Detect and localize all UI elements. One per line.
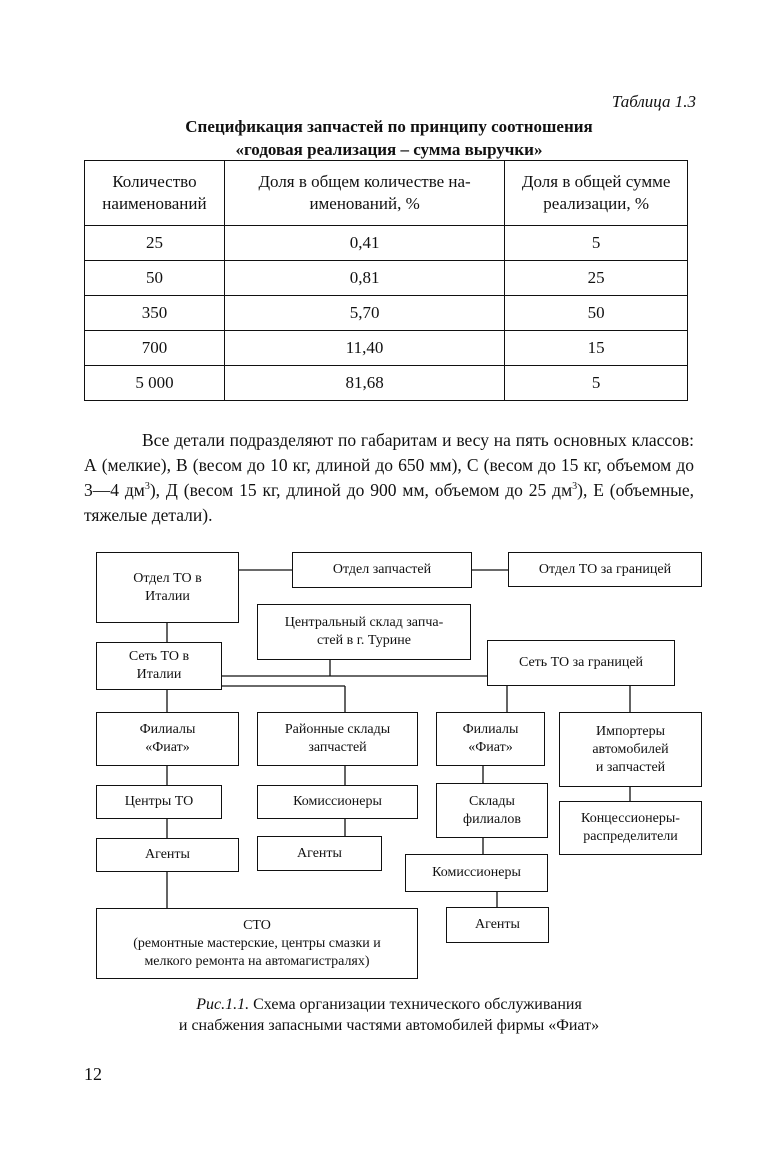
figure-caption: [84, 994, 694, 1036]
box-label: Центры ТО: [124, 794, 194, 809]
box-label: Агенты: [297, 845, 342, 861]
box-commissioners-right: [405, 854, 548, 892]
table-cell: 5,70: [224, 296, 504, 331]
table-cell: 15: [505, 331, 688, 366]
header-share-count: Доля в общем количестве на- именований, %: [224, 161, 504, 226]
box-agents-left: [96, 838, 239, 872]
header-count: Количество наименований: [85, 161, 225, 226]
table-label: Таблица 1.3: [611, 92, 696, 111]
box-label: СТО (ремонтные мастерские, центры смазки и мелкого ремонта на автомагистралях): [133, 917, 381, 969]
box-sto: [96, 908, 418, 979]
page-number: 12: [84, 1064, 102, 1084]
table-cell: 0,81: [224, 261, 504, 296]
superscript-2: 3: [572, 481, 578, 493]
box-district-warehouses: [257, 712, 418, 766]
box-label: Сеть ТО за границей: [518, 655, 644, 670]
box-label: Агенты: [475, 917, 520, 932]
box-label: Склады филиалов: [463, 793, 521, 827]
table-cell: 11,40: [224, 331, 504, 366]
box-label: Отдел ТО за границей: [538, 561, 672, 577]
table-cell: 81,68: [224, 366, 504, 401]
box-label: Районные склады запчастей: [284, 722, 391, 755]
paragraph-text-3: ), Е (объемные, тяжелые детали).: [84, 480, 694, 525]
figure-number: Рис.1.1.: [196, 996, 250, 1013]
box-concessionaires: [559, 801, 702, 855]
box-fiat-branches-left: [96, 712, 239, 766]
box-label: Центральный склад запча- стей в г. Турине: [284, 615, 444, 648]
caption-line-2: и снабжения запасными частями автомобилей фирмы «Фиат»: [178, 1017, 600, 1034]
box-network-abroad: [487, 640, 675, 686]
box-fiat-branches-right: [436, 712, 545, 766]
box-label: Комиссионеры: [432, 865, 521, 880]
table-cell: 50: [505, 296, 688, 331]
box-label: Отдел запчастей: [332, 562, 432, 577]
table-cell: 5 000: [85, 366, 225, 401]
box-central-warehouse: [257, 604, 471, 660]
box-branch-warehouses: [436, 783, 548, 838]
box-label: Агенты: [145, 847, 190, 862]
table-cell: 5: [505, 366, 688, 401]
box-agents-right: [446, 907, 549, 943]
table-cell: 5: [505, 226, 688, 261]
table-title-line-1: Спецификация запчастей по принципу соотношения: [185, 117, 593, 136]
table-cell: 50: [85, 261, 225, 296]
paragraph-text-1: Все детали подразделяют по габаритам и весу на пять основных классов: А (мелкие), В (весом до 10 кг, длиной до 650 мм), С (весом до 15 кг, объемом до 3—4 дм: [84, 430, 694, 500]
caption-line-1: Схема организации технического обслуживания: [253, 996, 582, 1013]
box-label: Отдел ТО в Италии: [133, 570, 202, 604]
box-agents-mid: [257, 836, 382, 871]
box-label: Сеть ТО в Италии: [128, 649, 190, 682]
box-network-italy: [96, 642, 222, 690]
table-cell: 700: [85, 331, 225, 366]
box-label: Филиалы «Фиат»: [462, 722, 519, 755]
table-title-line-2: «годовая реализация – сумма выручки»: [235, 140, 543, 159]
box-parts-dept: [292, 552, 472, 588]
box-label: Концессионеры- распределители: [581, 811, 680, 844]
box-importers: [559, 712, 702, 787]
paragraph-text-2: ), Д (весом 15 кг, длиной до 900 мм, объемом до 25 дм: [149, 480, 573, 500]
table-cell: 0,41: [224, 226, 504, 261]
box-label: Импортеры автомобилей и запчастей: [592, 723, 669, 775]
superscript-1: 3: [144, 481, 150, 493]
box-service-centers: [96, 785, 222, 819]
table-cell: 25: [505, 261, 688, 296]
box-dept-to-italy: [96, 552, 239, 623]
table-cell: 350: [85, 296, 225, 331]
box-dept-to-abroad: [508, 552, 702, 587]
header-share-sum: Доля в общей сумме реализации, %: [505, 161, 688, 226]
box-label: Филиалы «Фиат»: [139, 722, 196, 755]
box-commissioners-mid: [257, 785, 418, 819]
table-cell: 25: [85, 226, 225, 261]
box-label: Комиссионеры: [293, 794, 382, 809]
